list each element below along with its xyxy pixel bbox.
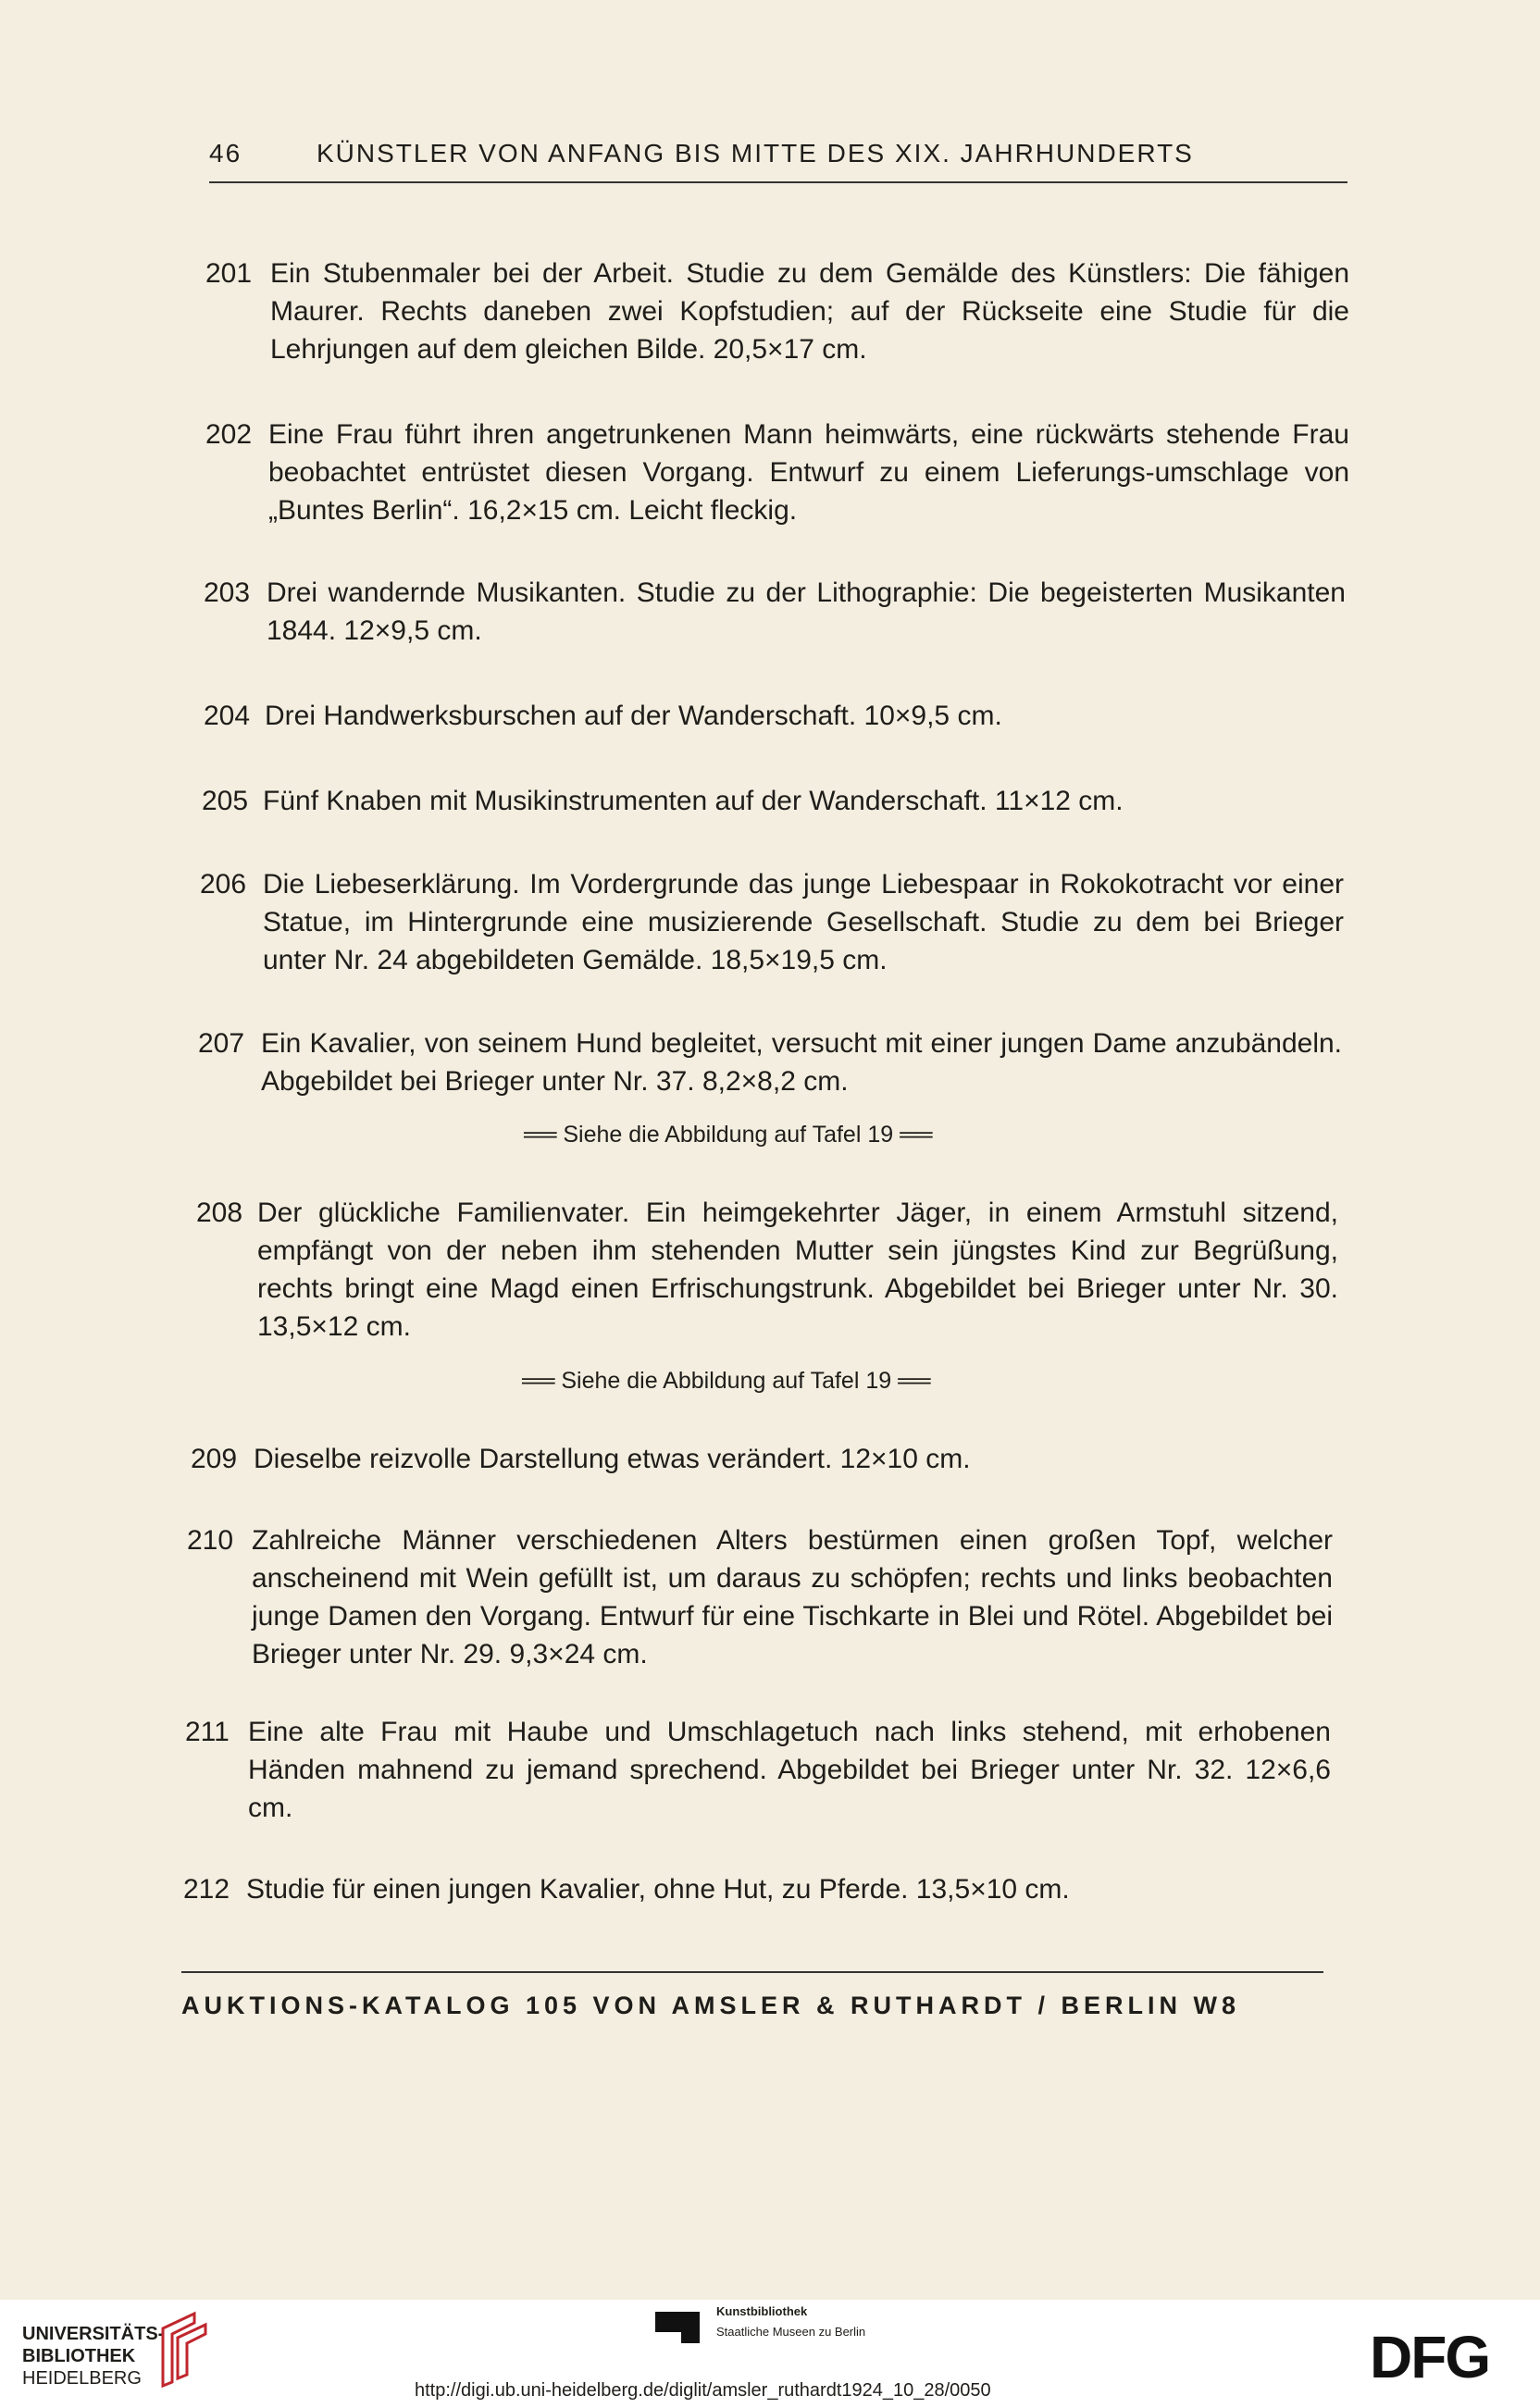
entry-number: 203 — [204, 577, 251, 608]
entry-text: Drei Handwerksburschen auf der Wanderschaft. 10×9,5 cm. — [265, 701, 1002, 731]
plate-reference-note: ══ Siehe die Abbildung auf Tafel 19 ══ — [522, 1368, 931, 1394]
kunstbibliothek-logo[interactable] — [653, 2304, 866, 2350]
university-library-logo[interactable] — [22, 2323, 164, 2389]
entry-204 — [204, 697, 1351, 736]
entry-text: Zahlreiche Männer verschiedenen Alters bestürmen einen großen Topf, welcher anscheinend mit Wein gefüllt ist, um daraus zu schöpfen; rechts und links beobachten junge Damen den Vorgang. Entwurf für eine Tischkarte in Blei und Rötel. Abgebildet bei Brieger unter Nr. 29. 9,3×24 cm. — [252, 1525, 1333, 1669]
uni-name-line1: UNIVERSITÄTS- — [22, 2324, 165, 2344]
entry-number: 208 — [196, 1198, 243, 1228]
entry-text: Studie für einen jungen Kavalier, ohne Hut, zu Pferde. 13,5×10 cm. — [246, 1874, 1070, 1905]
entry-number: 210 — [187, 1525, 234, 1556]
entry-206 — [200, 865, 1348, 982]
footer-rule — [181, 1971, 1323, 1973]
source-url[interactable]: http://digi.ub.uni-heidelberg.de/diglit/amsler_ruthardt1924_10_28/0050 — [415, 2380, 991, 2401]
entry-number: 204 — [204, 701, 251, 731]
entry-text: Ein Kavalier, von seinem Hund begleitet, versucht mit einer jungen Dame anzubändeln. Abgebildet bei Brieger unter Nr. 37. 8,2×8,2 cm. — [261, 1028, 1342, 1097]
entry-text: Der glückliche Familienvater. Ein heimgekehrter Jäger, in einem Armstuhl sitzend, empfängt von der neben ihm stehenden Mutter sein jüngstes Kind zur Begrüßung, rechts bringt eine Magd einen Erfrischungstrunk. Abgebildet bei Brieger unter Nr. 30. 13,5×12 cm. — [257, 1198, 1338, 1342]
catalog-footer: AUKTIONS-KATALOG 105 VON AMSLER & RUTHARDT / BERLIN W8 — [181, 1992, 1241, 2019]
entry-207 — [198, 1024, 1346, 1102]
entry-208 — [196, 1194, 1344, 1349]
kb-title: Kunstbibliothek — [716, 2304, 808, 2318]
header-rule — [209, 181, 1348, 183]
entry-number: 201 — [205, 258, 253, 289]
entry-number: 212 — [183, 1874, 230, 1905]
entry-203 — [204, 574, 1351, 652]
entry-209 — [191, 1440, 1338, 1479]
entry-number: 211 — [185, 1717, 230, 1747]
entry-number: 205 — [202, 786, 249, 816]
running-title: KÜNSTLER VON ANFANG BIS MITTE DES XIX. JAHRHUNDERTS — [317, 139, 1194, 168]
page-number: 46 — [209, 139, 242, 168]
entry-number: 209 — [191, 1444, 238, 1474]
entry-text: Eine alte Frau mit Haube und Umschlagetuch nach links stehend, mit erhobenen Händen mahnend zu jemand sprechend. Abgebildet bei Brieger unter Nr. 32. 12×6,6 cm. — [248, 1717, 1331, 1823]
entry-number: 207 — [198, 1028, 245, 1059]
university-emblem-icon — [157, 2310, 213, 2388]
entry-text: Ein Stubenmaler bei der Arbeit. Studie zu dem Gemälde des Künstlers: Die fähigen Maurer. Rechts daneben zwei Kopfstudien; auf der Rückseite eine Studie für die Lehrjungen auf dem gleichen Bilde. 20,5×17 cm. — [270, 258, 1349, 365]
uni-name-line3: HEIDELBERG — [22, 2368, 142, 2389]
dfg-logo[interactable]: DFG — [1370, 2324, 1490, 2390]
entry-202 — [205, 416, 1353, 532]
entry-text: Die Liebeserklärung. Im Vordergrunde das junge Liebespaar in Rokokotracht vor einer Statue, im Hintergrunde eine musizierende Gesellschaft. Studie zu dem bei Brieger unter Nr. 24 abgebildeten Gemälde. 18,5×19,5 cm. — [263, 869, 1344, 975]
entry-text: Drei wandernde Musikanten. Studie zu der Lithographie: Die begeisterten Musikanten 1844. 12×9,5 cm. — [267, 577, 1346, 646]
entry-210 — [187, 1521, 1335, 1677]
entry-201 — [205, 254, 1353, 371]
entry-number: 202 — [205, 419, 253, 450]
uni-name-line2: BIBLIOTHEK — [22, 2346, 136, 2366]
entry-text: Eine Frau führt ihren angetrunkenen Mann heimwärts, eine rückwärts stehende Frau beobachtet entrüstet diesen Vorgang. Entwurf zu einem Lieferungs-umschlage von „Buntes Berlin“. 16,2×15 cm. Leicht fleckig. — [268, 419, 1349, 526]
plate-reference-note: ══ Siehe die Abbildung auf Tafel 19 ══ — [524, 1122, 933, 1148]
entry-text: Dieselbe reizvolle Darstellung etwas verändert. 12×10 cm. — [254, 1444, 971, 1474]
kunstbibliothek-emblem-icon — [653, 2304, 702, 2345]
entry-number: 206 — [200, 869, 247, 900]
entry-212 — [183, 1870, 1331, 1909]
entry-205 — [202, 782, 1349, 821]
entry-text: Fünf Knaben mit Musikinstrumenten auf der Wanderschaft. 11×12 cm. — [263, 786, 1124, 816]
kb-subtitle: Staatliche Museen zu Berlin — [716, 2325, 866, 2339]
entry-211 — [185, 1713, 1333, 1830]
